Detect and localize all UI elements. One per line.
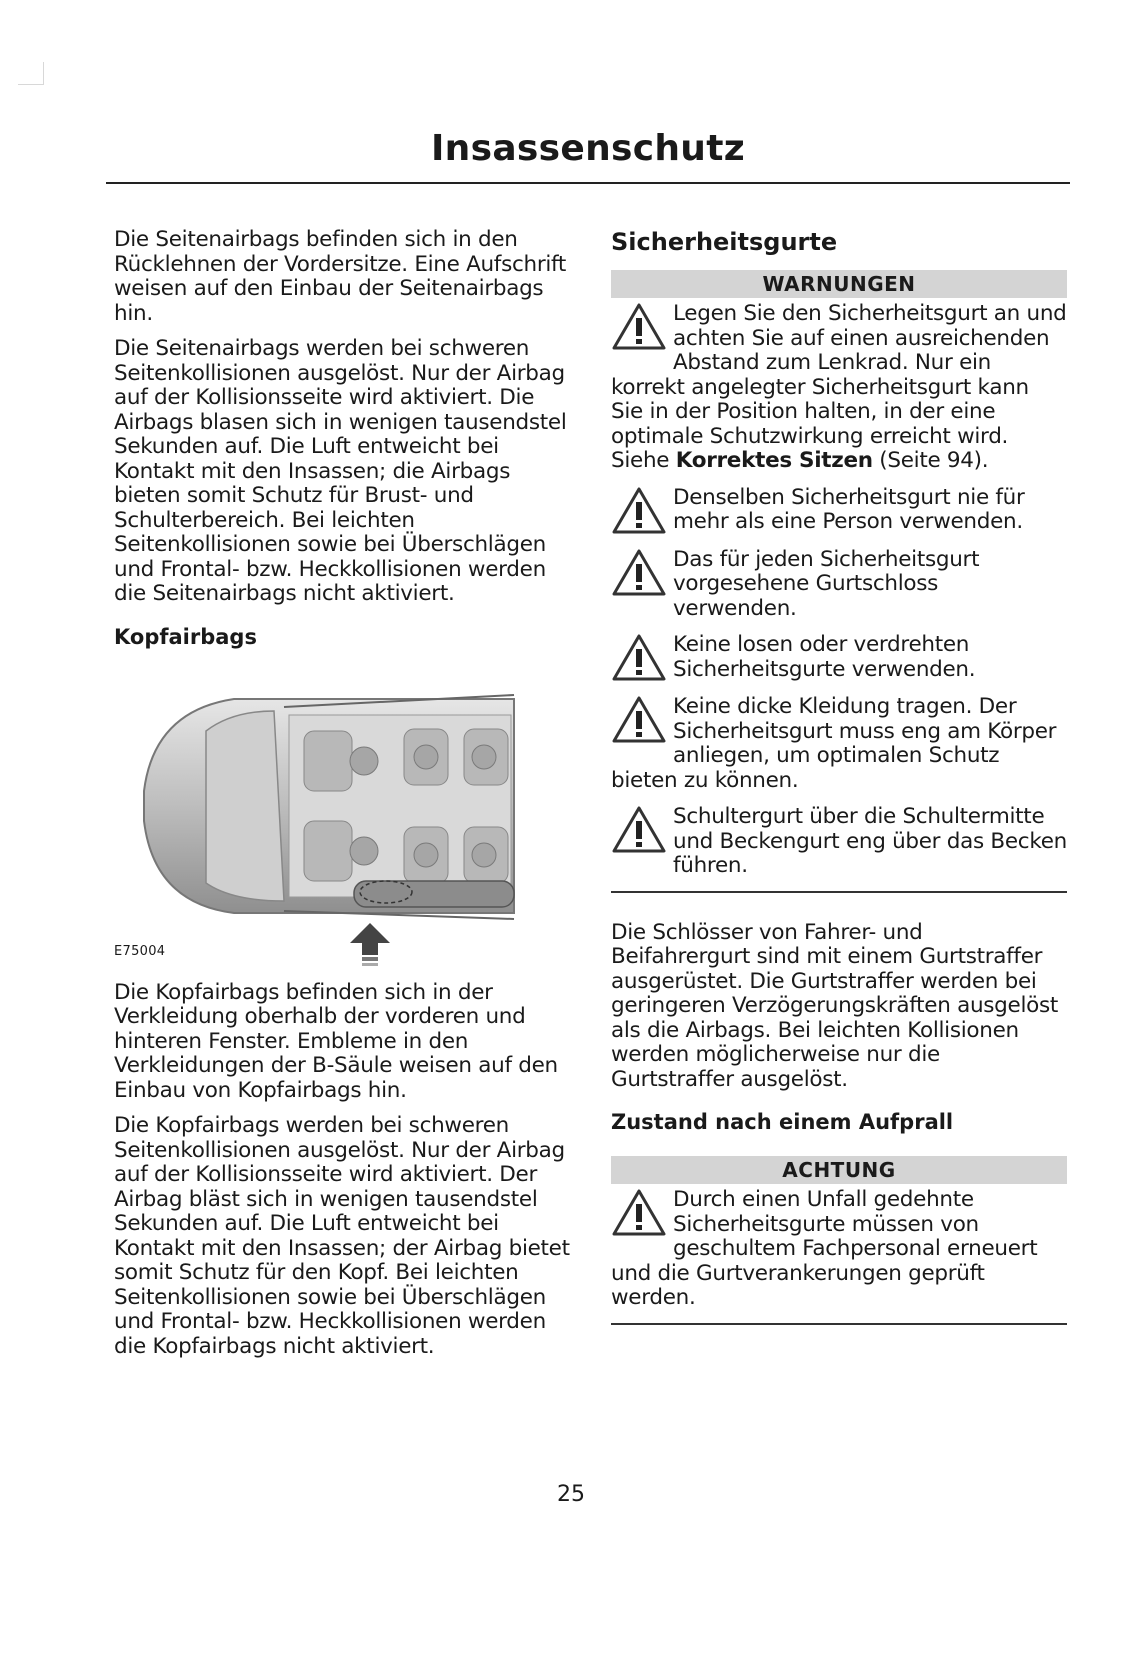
left-column bbox=[114, 228, 570, 1370]
warning-triangle-icon bbox=[611, 302, 667, 352]
crop-mark bbox=[18, 62, 44, 85]
arrow-up-icon bbox=[350, 923, 390, 966]
warning-text-tail: (Seite 94). bbox=[872, 448, 989, 473]
warning-triangle-icon bbox=[611, 486, 667, 536]
warning-text: Denselben Sicherheitsgurt nie für mehr als eine Person verwenden. bbox=[673, 485, 1025, 534]
cross-reference-link[interactable]: Korrektes Sitzen bbox=[675, 448, 873, 473]
warning-item bbox=[611, 633, 1067, 683]
warnings-end-rule bbox=[611, 891, 1067, 893]
warning-item bbox=[611, 805, 1067, 879]
paragraph-head-airbags-location: Die Kopfairbags befinden sich in der Verkleidung oberhalb der vorderen und hinteren Fenster. Embleme in den Verkleidungen der B-Säule weisen auf den Einbau von Kopfairbags hin. bbox=[114, 979, 558, 1103]
warnings-band: WARNUNGEN bbox=[611, 270, 1067, 298]
warning-triangle-icon bbox=[611, 1188, 667, 1238]
figure-code: E75004 bbox=[114, 943, 166, 959]
section-heading-sicherheitsgurte: Sicherheitsgurte bbox=[611, 228, 838, 256]
subhead-kopfairbags: Kopfairbags bbox=[114, 624, 257, 649]
warning-item bbox=[611, 548, 1067, 622]
warning-text: Keine dicke Kleidung tragen. Der Sicherheitsgurt muss eng am Körper anliegen, um optimalen Schutz bieten zu können. bbox=[611, 695, 1057, 793]
warning-text: Das für jeden Sicherheitsgurt vorgesehene Gurtschloss verwenden. bbox=[673, 547, 980, 621]
warning-text: Schultergurt über die Schultermitte und Beckengurt eng über das Becken führen. bbox=[673, 805, 1067, 878]
curtain-airbag-figure bbox=[114, 671, 570, 971]
warning-triangle-icon bbox=[611, 548, 667, 598]
title-rule bbox=[106, 182, 1070, 184]
caution-item bbox=[611, 1188, 1067, 1311]
paragraph-belt-pretensioners: Die Schlösser von Fahrer- und Beifahrergurt sind mit einem Gurtstraffer ausgerüstet. Die Gurtstraffer werden bei geringeren Verzögerungskräften ausgelöst als die Airbags. Bei leichten Kollisionen werden möglicherweise nur die Gurtstraffer ausgelöst. bbox=[611, 919, 1059, 1092]
warning-item bbox=[611, 302, 1067, 474]
paragraph-head-airbags-deploy: Die Kopfairbags werden bei schweren Seitenkollisionen ausgelöst. Nur der Airbag auf der Kollisionsseite wird aktiviert. Der Airbag bläst sich in wenigen tausendstel Sekunden auf. Die Luft entweicht bei Kontakt mit den Insassen; der Airbag bietet somit Schutz für den Kopf. Bei leichten Seitenkollisionen sowie bei Überschlägen und Frontal- bzw. Heckkollisionen werden die Kopfairbags nicht aktiviert. bbox=[114, 1113, 570, 1359]
page-title: Insassenschutz bbox=[430, 128, 746, 169]
paragraph-side-airbags-location: Die Seitenairbags befinden sich in den Rücklehnen der Vordersitze. Eine Aufschrift weisen auf den Einbau der Seitenairbags hin. bbox=[114, 227, 567, 326]
subhead-after-impact: Zustand nach einem Aufprall bbox=[611, 1110, 954, 1134]
warning-item bbox=[611, 486, 1067, 536]
warning-text: Legen Sie den Sicherheitsgurt an und achten Sie auf einen ausreichenden Abstand zum Lenkrad. Nur ein korrekt angelegter Sicherheitsgurt kann Sie in der Position halten, in der eine optimale Schutzwirkung erreicht wird. Siehe bbox=[611, 302, 1067, 473]
right-column bbox=[611, 228, 1067, 1325]
warning-triangle-icon bbox=[611, 805, 667, 855]
caution-end-rule bbox=[611, 1323, 1067, 1325]
warning-triangle-icon bbox=[611, 695, 667, 745]
warning-text: Keine losen oder verdrehten Sicherheitsgurte verwenden. bbox=[673, 633, 976, 682]
caution-text: Durch einen Unfall gedehnte Sicherheitsgurte müssen von geschultem Fachpersonal erneuert und die Gurtverankerungen geprüft werden. bbox=[611, 1188, 1038, 1310]
caution-band: ACHTUNG bbox=[611, 1156, 1067, 1184]
warning-item bbox=[611, 695, 1067, 793]
car-topview-illustration bbox=[114, 671, 570, 971]
page-number: 25 bbox=[557, 1482, 585, 1507]
paragraph-side-airbags-deploy: Die Seitenairbags werden bei schweren Seitenkollisionen ausgelöst. Nur der Airbag auf der Kollisionsseite wird aktiviert. Die Airbags blasen sich in wenigen tausendstel Sekunden auf. Die Luft entweicht bei Kontakt mit den Insassen; die Airbags bieten somit Schutz für Brust- und Schulterbereich. Bei leichten Seitenkollisionen sowie bei Überschlägen und Frontal- bzw. Heckkollisionen werden die Seitenairbags nicht aktiviert. bbox=[114, 336, 567, 606]
warning-triangle-icon bbox=[611, 633, 667, 683]
